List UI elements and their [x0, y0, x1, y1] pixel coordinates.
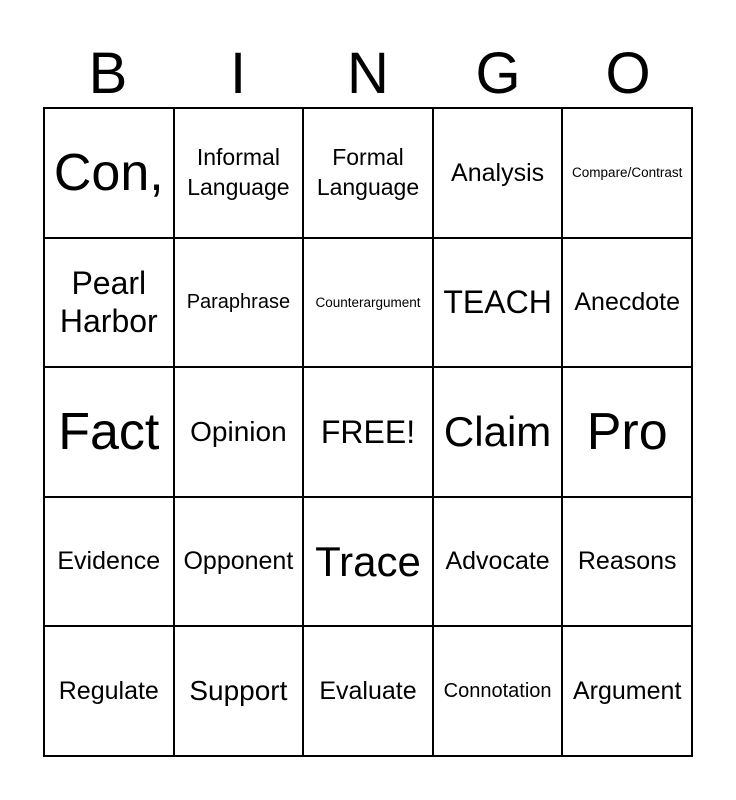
- bingo-cell-label: Opinion: [190, 416, 287, 448]
- bingo-cell[interactable]: [562, 367, 692, 497]
- bingo-cell-label: Con,: [53, 143, 164, 202]
- bingo-cell[interactable]: [174, 497, 304, 627]
- header-letter-n: N: [347, 41, 389, 106]
- bingo-cell-label: Pro: [586, 402, 668, 461]
- bingo-cell-label: FREE!: [320, 413, 416, 450]
- bingo-cell[interactable]: [174, 108, 304, 238]
- bingo-cell[interactable]: [174, 626, 304, 756]
- bingo-cell[interactable]: [174, 367, 304, 497]
- bingo-cell-label: Evaluate: [319, 676, 417, 705]
- header-letter-i: I: [229, 41, 247, 106]
- bingo-cell[interactable]: [44, 238, 174, 368]
- bingo-cell-label: Claim: [443, 407, 552, 455]
- bingo-cell[interactable]: [303, 238, 433, 368]
- bingo-cell-label: Evidence: [57, 547, 161, 576]
- bingo-cell[interactable]: [433, 626, 563, 756]
- bingo-cell[interactable]: [433, 108, 563, 238]
- bingo-cell[interactable]: [562, 108, 692, 238]
- bingo-cell[interactable]: [44, 497, 174, 627]
- bingo-cell-label: Argument: [573, 676, 682, 705]
- bingo-cell[interactable]: [303, 367, 433, 497]
- bingo-cell-label: Fact: [58, 402, 160, 461]
- bingo-cell-label: Connotation: [443, 680, 552, 703]
- bingo-cell-label: Reasons: [577, 547, 677, 576]
- bingo-cell[interactable]: [433, 367, 563, 497]
- bingo-cell[interactable]: [562, 238, 692, 368]
- bingo-cell-label: Analysis: [451, 158, 545, 187]
- bingo-cell-label: Informal Language: [187, 143, 290, 200]
- bingo-board: [43, 107, 693, 757]
- bingo-cell-label: TEACH: [443, 284, 552, 321]
- bingo-cell[interactable]: [303, 497, 433, 627]
- bingo-cell-label: Trace: [315, 537, 421, 585]
- bingo-cell[interactable]: [303, 108, 433, 238]
- bingo-cell[interactable]: [303, 626, 433, 756]
- bingo-cell-label: Regulate: [58, 676, 159, 705]
- bingo-cell-label: Advocate: [445, 547, 550, 576]
- bingo-cell[interactable]: [174, 238, 304, 368]
- bingo-cell[interactable]: [562, 626, 692, 756]
- bingo-cell[interactable]: [44, 367, 174, 497]
- bingo-header: [43, 40, 693, 108]
- bingo-cell-label: Opponent: [183, 547, 294, 576]
- header-letter-g: G: [475, 41, 521, 106]
- bingo-cell-label: Compare/Contrast: [572, 165, 683, 181]
- bingo-cell-label: Pearl Harbor: [59, 265, 158, 340]
- bingo-cell-label: Support: [189, 675, 288, 707]
- bingo-cell-label: Paraphrase: [186, 291, 291, 314]
- bingo-cell[interactable]: [562, 497, 692, 627]
- bingo-cell-label: Anecdote: [574, 288, 681, 317]
- header-letter-b: B: [88, 41, 128, 106]
- bingo-cell[interactable]: [433, 238, 563, 368]
- header-letter-o: O: [605, 41, 651, 106]
- bingo-cell[interactable]: [433, 497, 563, 627]
- bingo-cell-label: Formal Language: [316, 143, 420, 200]
- bingo-cell[interactable]: [44, 626, 174, 756]
- bingo-cell[interactable]: [44, 108, 174, 238]
- bingo-cell-label: Counterargument: [315, 294, 421, 310]
